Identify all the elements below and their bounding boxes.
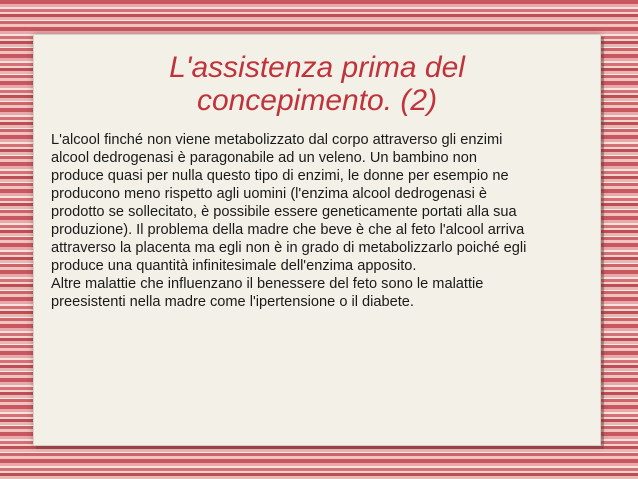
body-line: produce una quantità infinitesimale dell'enzima apposito. <box>51 258 417 274</box>
slide-body-text <box>51 131 596 311</box>
body-line: prodotto se sollecitato, è possibile essere geneticamente portati alla sua <box>51 204 517 220</box>
body-line: produce quasi per nulla questo tipo di enzimi, le donne per esempio ne <box>51 168 509 184</box>
body-line: producono meno rispetto agli uomini (l'enzima alcool dedrogenasi è <box>51 186 487 202</box>
body-line: preesistenti nella madre come l'ipertensione o il diabete. <box>51 294 414 310</box>
body-line: L'alcool finché non viene metabolizzato dal corpo attraverso gli enzimi <box>51 132 503 148</box>
slide-title <box>34 51 600 117</box>
body-line: alcool dedrogenasi è paragonabile ad un veleno. Un bambino non <box>51 150 477 166</box>
body-line: Altre malattie che influenzano il benessere del feto sono le malattie <box>51 276 484 292</box>
body-line: attraverso la placenta ma egli non è in grado di metabolizzarlo poiché egli <box>51 240 527 256</box>
slide-title-line-2: concepimento. (2) <box>196 84 438 117</box>
body-line: produzione). Il problema della madre che beve è che al feto l'alcool arriva <box>51 222 525 238</box>
slide-content-card <box>33 34 601 446</box>
slide-title-line-1: L'assistenza prima del <box>169 51 465 84</box>
